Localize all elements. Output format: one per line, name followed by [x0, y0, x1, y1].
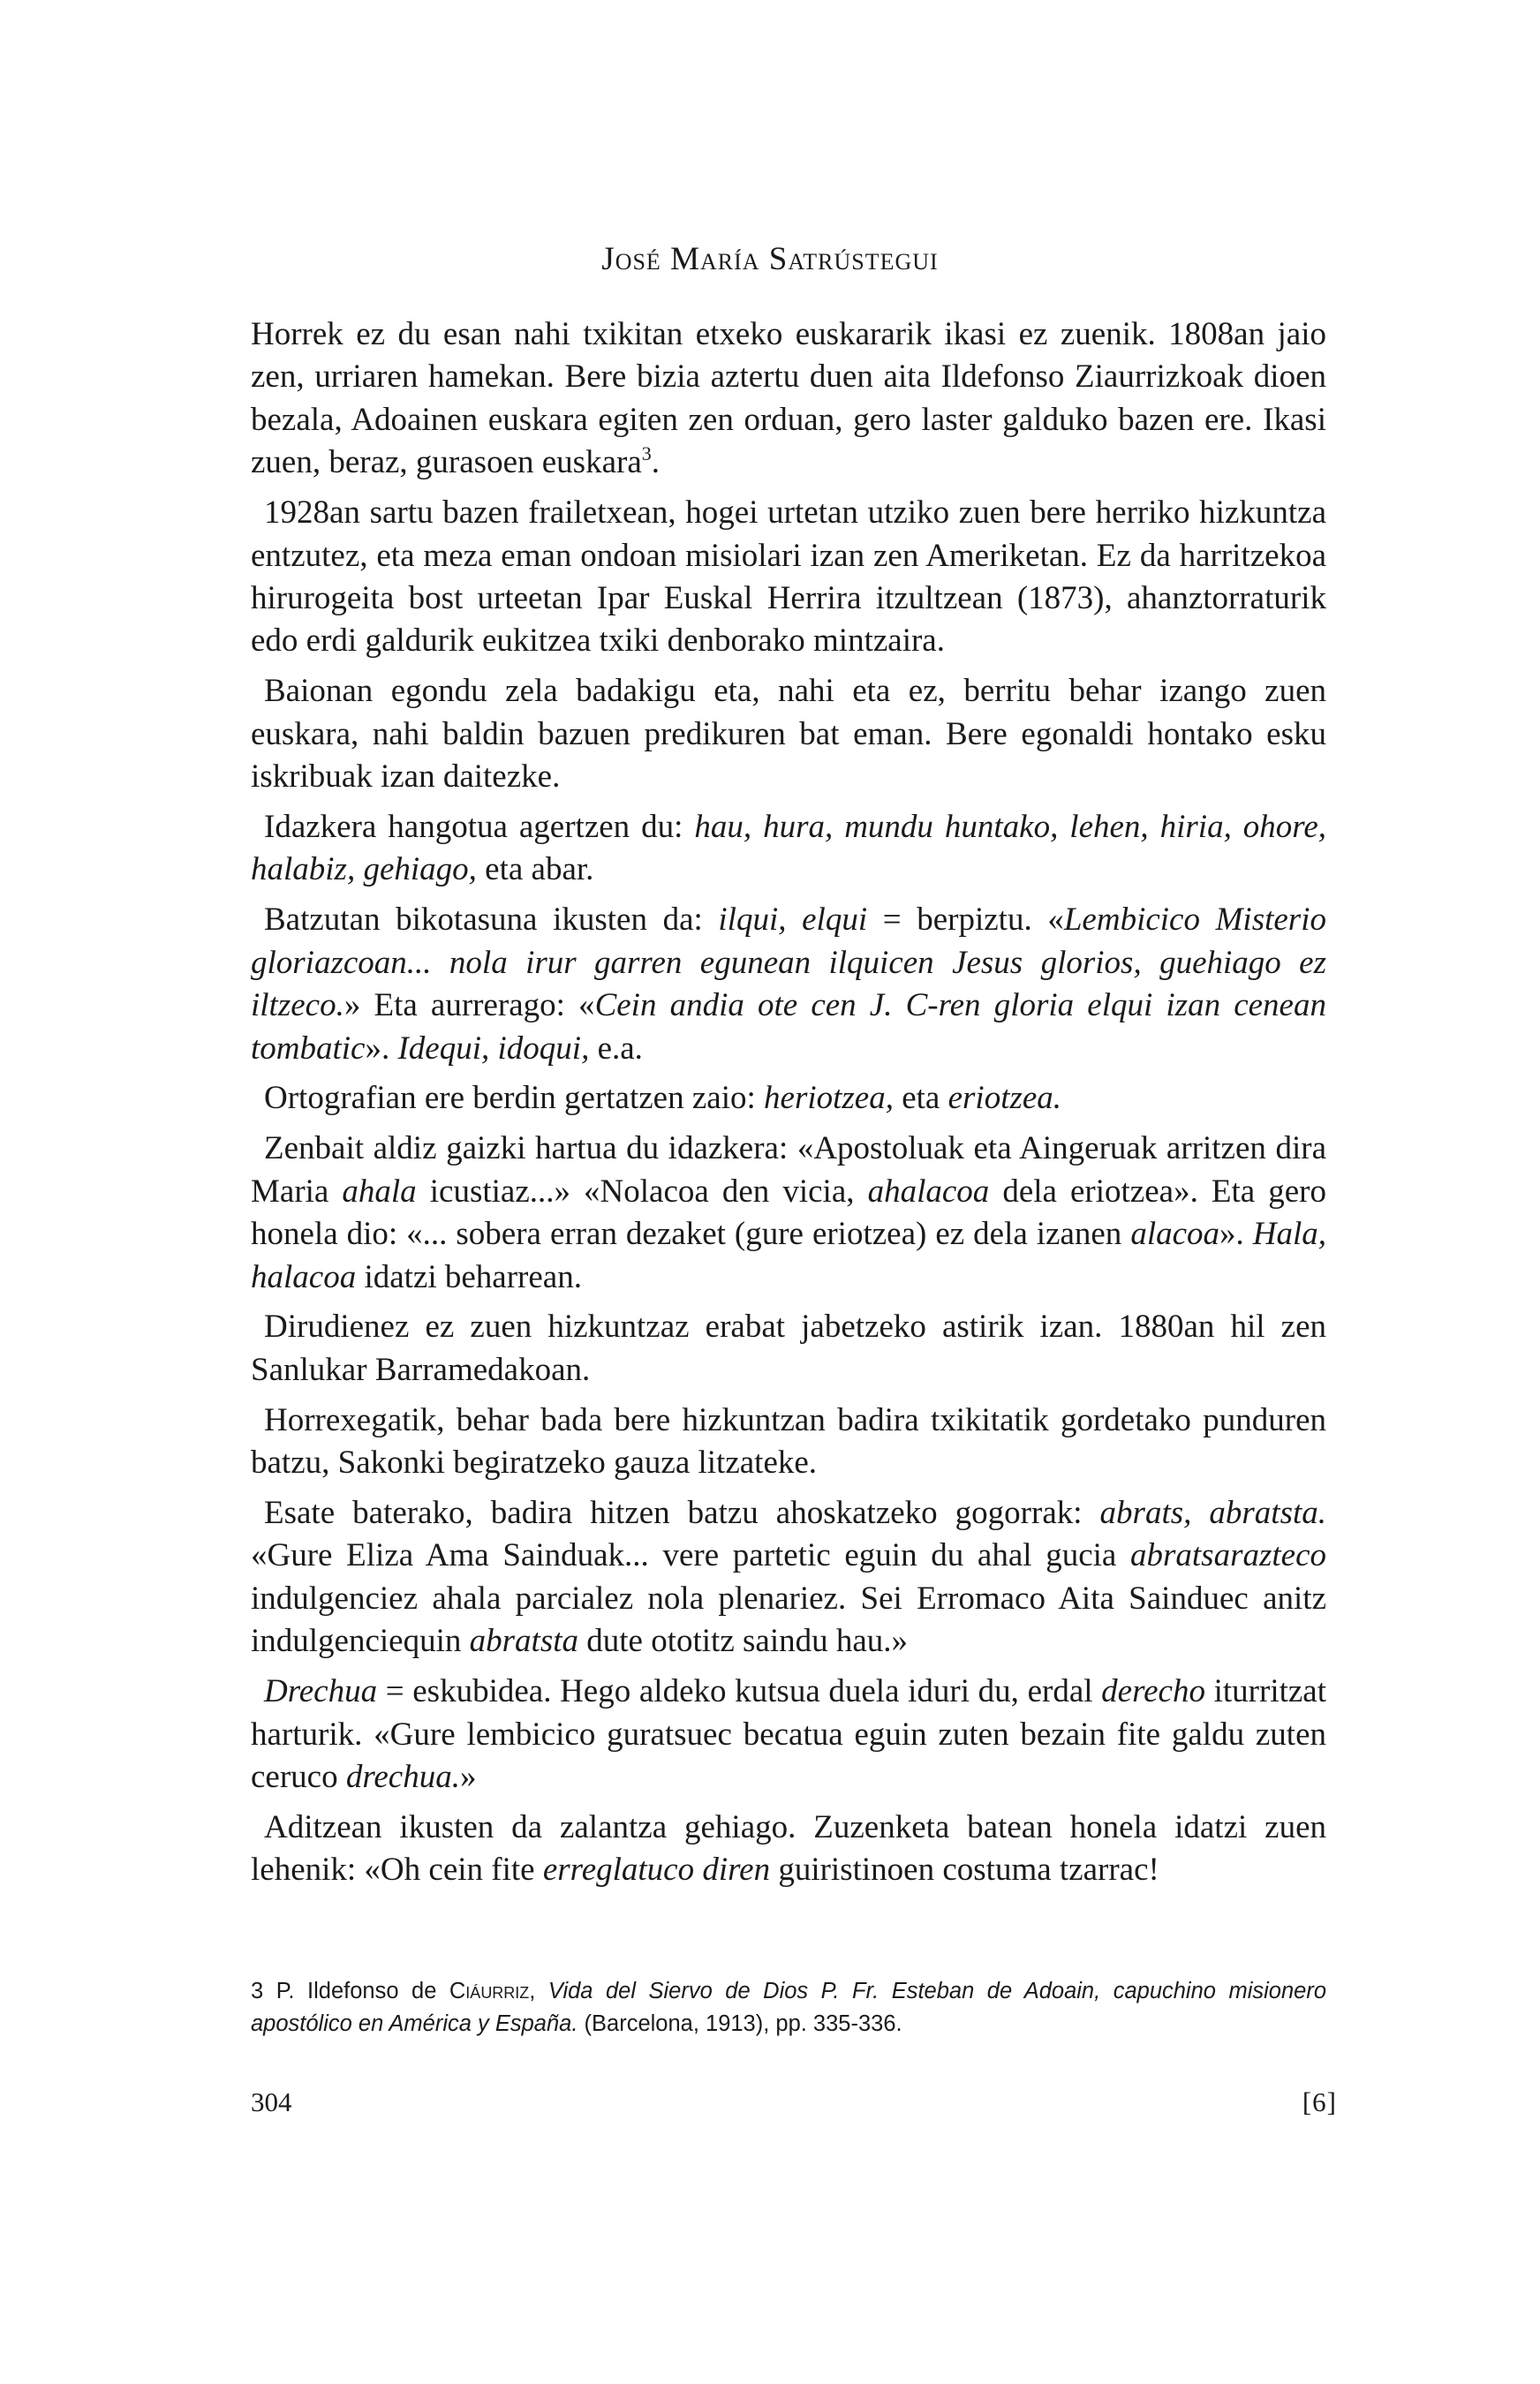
text-run: dute ototitz saindu hau.» [578, 1623, 909, 1660]
text-run: = eskubidea. Hego aldeko kutsua duela iduri du, erdal [377, 1673, 1102, 1710]
footnote-publication: (Barcelona, 1913), pp. 335-336. [578, 2011, 902, 2036]
text-run: ». [365, 1030, 398, 1067]
text-run: . [651, 444, 660, 481]
italic-text: abratsarazteco [1130, 1537, 1326, 1574]
text-run: eta [893, 1080, 948, 1117]
paragraph [251, 670, 1326, 798]
paragraph [251, 1671, 1326, 1799]
italic-text: Idequi, idoqui, [397, 1030, 590, 1067]
page-reference: [6] [1302, 2086, 1337, 2117]
text-run: ». [1219, 1216, 1253, 1253]
text-run: » Eta aurrerago: « [343, 987, 595, 1024]
paragraph [251, 1077, 1326, 1120]
text-run: » [459, 1759, 477, 1795]
italic-text: abrats, abratsta. [1099, 1495, 1326, 1532]
text-run: dela eriotzea». Eta gero honela dio: «... sobera erran dezaket (gure eriotzea) ez dela izanen [251, 1173, 1326, 1253]
italic-text: ahalacoa [867, 1173, 990, 1210]
footnote-title: Vida del Siervo de Dios P. Fr. Esteban de Adoain, capuchino misionero apostólico en América y España. [251, 1979, 1327, 2036]
text-run: Ortografian ere berdin gertatzen zaio: [264, 1080, 765, 1117]
text-run: = berpiztu. « [867, 902, 1064, 939]
footnote-reference: 3 [641, 442, 652, 465]
footnote-author-prefix: P. Ildefonso de [276, 1979, 449, 2003]
text-run: icustiaz...» «Nolacoa den vicia, [416, 1173, 868, 1210]
text-run: 1928an sartu bazen frailetxean, hogei urtetan utziko zuen bere herriko hizkuntza entzutez, eta meza eman ondoan misiolari izan zen Ameriketan. Ez da harritzekoa hirurogeita bost urteetan Ipar Euskal Herrira itzultzean (1873), ahanztorraturik edo erdi galdurik eukitzea txiki denborako mintzaira. [251, 494, 1326, 660]
text-run: Dirudienez ez zuen hizkuntzaz erabat jabetzeko astirik izan. 1880an hil zen Sanlukar Barramedakoan. [251, 1309, 1326, 1388]
text-run: e.a. [589, 1030, 643, 1067]
running-head: José María Satrústegui [601, 241, 939, 277]
italic-text: Drechua [264, 1673, 378, 1710]
italic-text: derecho [1101, 1673, 1205, 1710]
footnote-author-name: Ciáurriz, [449, 1979, 536, 2003]
italic-text: Lembicico Misterio gloriazcoan... nola irur garren egunean ilquicen Jesus glorios, guehiago ez iltzeco. [251, 902, 1326, 1024]
text-run: Zenbait aldiz gaizki hartua du idazkera: «Apostoluak eta Aingeruak arritzen dira Maria [251, 1130, 1326, 1210]
paragraph [251, 1399, 1326, 1485]
text-run: Horrek ez du esan nahi txikitan etxeko euskararik ikasi ez zuenik. 1808an jaio zen, urriaren hamekan. Bere bizia aztertu duen aita Ildefonso Ziaurrizkoak dioen bezala, Adoainen euskara egiten zen orduan, gero laster galduko bazen ere. Ikasi zuen, beraz, gurasoen euskara [251, 316, 1326, 481]
text-run: indulgenciez ahala parcialez nola plenariez. Sei Erromaco Aita Sainduec anitz indulgenciequin [251, 1580, 1326, 1660]
italic-text: Hala, halacoa [251, 1216, 1327, 1295]
paragraph [251, 492, 1326, 663]
text-run: guiristinoen costuma tzarrac! [770, 1852, 1159, 1889]
paragraph [251, 806, 1326, 892]
paragraph [251, 899, 1326, 1070]
footnote [251, 1975, 1326, 2041]
text-run: iturritzat harturik. «Gure lembicico guratsuec becatua eguin zuten bezain fite galdu zuten ceruco [251, 1673, 1326, 1795]
text-run: Batzutan bikotasuna ikusten da: [264, 902, 719, 939]
italic-text: Cein andia ote cen J. C-ren gloria elqui izan cenean tombatic [251, 987, 1326, 1067]
italic-text: heriotzea, [764, 1080, 894, 1117]
paragraph [251, 1807, 1326, 1892]
body-text [251, 313, 1326, 1899]
text-run: Idazkera hangotua agertzen du: [264, 808, 695, 845]
paragraph [251, 1492, 1326, 1664]
italic-text: ahala [342, 1173, 417, 1210]
text-run: «Gure Eliza Ama Sainduak... vere partetic eguin du ahal gucia [251, 1537, 1130, 1574]
italic-text: abratsta [469, 1623, 578, 1660]
paragraph [251, 1128, 1326, 1299]
paragraph [251, 313, 1326, 485]
text-run: Horrexegatik, behar bada bere hizkuntzan badira txikitatik gordetako punduren batzu, Sakonki begiratzeko gauza litzateke. [251, 1401, 1326, 1482]
italic-text: drechua. [345, 1759, 460, 1795]
text-run: Baionan egondu zela badakigu eta, nahi eta ez, berritu behar izango zuen euskara, nahi baldin bazuen predikuren bat eman. Bere egonaldi hontako esku iskribuak izan daitezke. [251, 673, 1326, 796]
footnote-number: 3 [251, 1979, 264, 2003]
text-run: idatzi beharrean. [356, 1258, 582, 1295]
text-run: Esate baterako, badira hitzen batzu ahoskatzeko gogorrak: [264, 1495, 1100, 1532]
page-number: 304 [251, 2086, 292, 2117]
italic-text: hau, hura, mundu huntako, lehen, hiria, ohore, halabiz, gehiago, [251, 808, 1326, 888]
italic-text: alacoa [1130, 1216, 1220, 1253]
paragraph [251, 1306, 1326, 1392]
italic-text: ilqui, elqui [718, 902, 868, 939]
italic-text: erreglatuco diren [542, 1852, 771, 1889]
italic-text: eriotzea. [947, 1080, 1062, 1117]
text-run: eta abar. [476, 851, 594, 888]
text-run: Aditzean ikusten da zalantza gehiago. Zuzenketa batean honela idatzi zuen lehenik: «Oh cein fite [251, 1808, 1326, 1889]
